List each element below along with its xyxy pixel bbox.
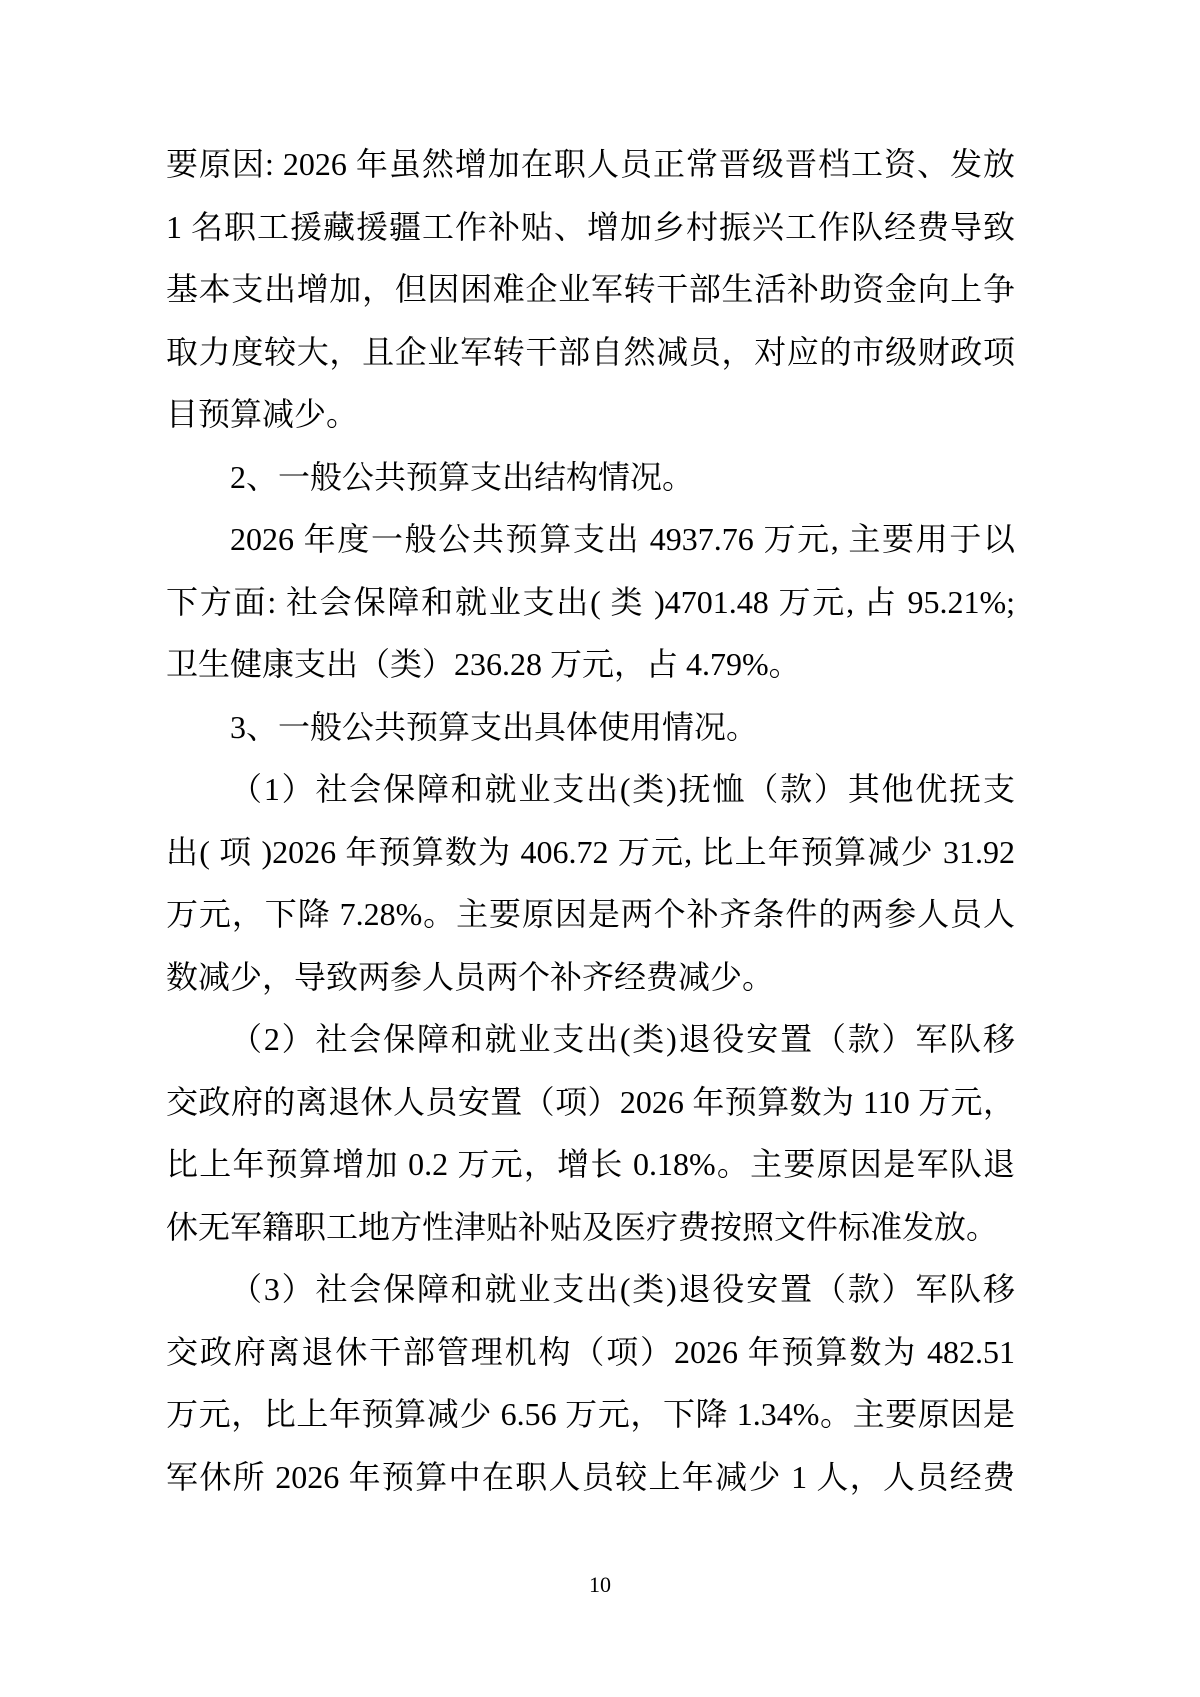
text-line: 下方面: 社会保障和就业支出( 类 )4701.48 万元, 占 95.21%; xyxy=(166,583,1015,620)
text-line: 万元，下降 7.28%。主要原因是两个补齐条件的两参人员人 xyxy=(166,896,1015,932)
text-line: （2）社会保障和就业支出(类)退役安置（款）军队移 xyxy=(230,1021,1015,1057)
text-line: 目预算减少。 xyxy=(166,396,359,432)
text-line: 1 名职工援藏援疆工作补贴、增加乡村振兴工作队经费导致 xyxy=(166,208,1015,245)
text-line: 军休所 2026 年预算中在职人员较上年减少 1 人，人员经费 xyxy=(166,1458,1015,1495)
text-line: （1）社会保障和就业支出(类)抚恤（款）其他优抚支 xyxy=(230,771,1015,807)
text-line: 交政府离退休干部管理机构（项）2026 年预算数为 482.51 xyxy=(166,1333,1015,1370)
text-line: 万元，比上年预算减少 6.56 万元，下降 1.34%。主要原因是 xyxy=(166,1396,1015,1432)
text-line: 休无军籍职工地方性津贴补贴及医疗费按照文件标准发放。 xyxy=(166,1208,999,1245)
text-line: 出( 项 )2026 年预算数为 406.72 万元, 比上年预算减少 31.92 xyxy=(166,833,1015,870)
text-line: 基本支出增加，但因困难企业军转干部生活补助资金向上争 xyxy=(166,271,1015,307)
text-line: 要原因: 2026 年虽然增加在职人员正常晋级晋档工资、发放 xyxy=(166,146,1015,182)
section-heading: 3、一般公共预算支出具体使用情况。 xyxy=(230,708,759,745)
text-line: 比上年预算增加 0.2 万元，增长 0.18%。主要原因是军队退 xyxy=(166,1146,1015,1182)
text-line: （3）社会保障和就业支出(类)退役安置（款）军队移 xyxy=(230,1271,1015,1307)
text-line: 2026 年度一般公共预算支出 4937.76 万元, 主要用于以 xyxy=(230,521,1015,557)
text-line: 交政府的离退休人员安置（项）2026 年预算数为 110 万元， xyxy=(166,1083,1015,1120)
text-line: 取力度较大，且企业军转干部自然减员，对应的市级财政项 xyxy=(166,333,1015,370)
section-heading: 2、一般公共预算支出结构情况。 xyxy=(230,458,695,495)
text-line: 卫生健康支出（类）236.28 万元，占 4.79%。 xyxy=(166,646,801,682)
text-line: 数减少，导致两参人员两个补齐经费减少。 xyxy=(166,958,775,995)
document-body xyxy=(166,133,1015,1508)
page-number: 10 xyxy=(589,1572,611,1597)
